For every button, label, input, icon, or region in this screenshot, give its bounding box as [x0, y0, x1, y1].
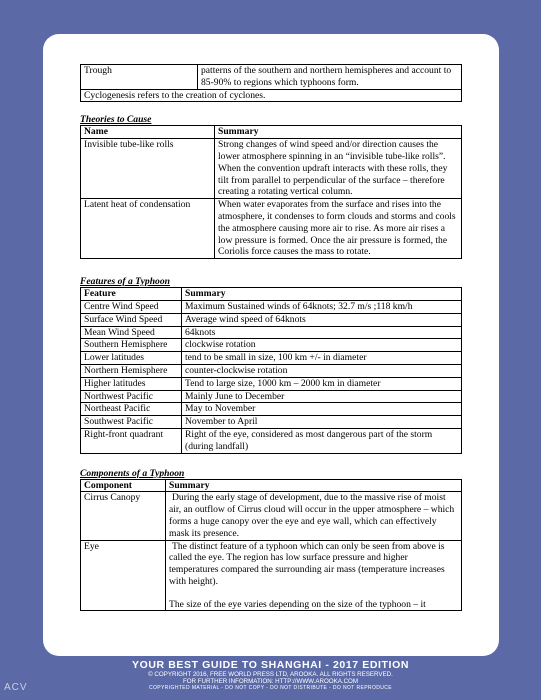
table-cell-summary: Average wind speed of 64knots: [182, 313, 462, 326]
table-cell-name: Higher latitudes: [81, 377, 182, 390]
table-row: [81, 377, 462, 390]
table-cell-name: Northern Hemisphere: [81, 364, 182, 377]
table-cell-summary: Right of the eye, considered as most dangerous part of the storm (during landfall): [182, 428, 462, 453]
table-cell-summary: clockwise rotation: [182, 339, 462, 352]
table-row: [81, 339, 462, 352]
footer-copyright: © COPYRIGHT 2016, FREE WORLD PRESS LTD, AROOKA. ALL RIGHTS RESERVED.: [148, 671, 393, 678]
features-table: [80, 287, 462, 453]
footer-notice: COPYRIGHTED MATERIAL - DO NOT COPY - DO NOT DISTRIBUTE - DO NOT REPRODUCE: [148, 685, 392, 692]
summary-text: During the early stage of development, due to the massive rise of moist air, an outflow of Cirrus cloud will occur in the upper atmosphere – which forms a huge canopy over the eye and eye wall, which can effectively mask its presence.: [169, 492, 455, 539]
table-cell-name: Southwest Pacific: [81, 416, 182, 429]
table-row: [81, 364, 462, 377]
column-header-summary: Summary: [215, 126, 462, 139]
table-row: [81, 540, 462, 611]
table-cell-summary: When water evaporates from the surface and rises into the atmosphere, it condenses to form clouds and storms and cools the atmosphere causing more air to rise. As more air rises a low pressure is formed. Once the air pressure is formed, the Coriolis force causes the mass to rotate.: [215, 199, 462, 259]
table-row: [81, 352, 462, 365]
table-cell-name: Latent heat of condensation: [81, 199, 215, 259]
components-table: [80, 479, 462, 612]
table-cell-name: Northwest Pacific: [81, 390, 182, 403]
column-header-name: Name: [81, 126, 215, 139]
table-cell-name: Centre Wind Speed: [81, 300, 182, 313]
table-cell-summary: Maximum Sustained winds of 64knots; 32.7 m/s ;118 km/h: [182, 300, 462, 313]
table-row: [81, 416, 462, 429]
table-cell-summary: May to November: [182, 403, 462, 416]
table-row: [81, 139, 462, 199]
table-row: [81, 403, 462, 416]
section-title-theories: Theories to Cause: [80, 114, 152, 126]
table-row: [81, 390, 462, 403]
section-title-components: Components of a Typhoon: [80, 467, 185, 479]
footer-info: FOR FURTHER INFORMATION: HTTP://WWW.AROOKA.COM: [182, 678, 359, 686]
table-cell-name: Northeast Pacific: [81, 403, 182, 416]
table-header-row: [81, 288, 462, 301]
corner-watermark: ACV: [4, 682, 28, 693]
document-page: [43, 34, 499, 656]
table-cell-summary: Strong changes of wind speed and/or direction causes the lower atmosphere spinning in an “invisible tube-like rolls”. When the convention updraft interacts with these rolls, they tilt from parallel to perpendicular of the surface – therefore creating a rotating vertical column.: [215, 139, 462, 199]
table-cell-name: Mean Wind Speed: [81, 326, 182, 339]
table-cell-summary: November to April: [182, 416, 462, 429]
summary-paragraph: The distinct feature of a typhoon which can only be seen from above is called the eye. The region has low surface pressure and higher temperatures compared the surrounding air mass (temperature increases with height).: [169, 540, 445, 587]
table-cell-summary: [166, 492, 462, 540]
footer-title: YOUR BEST GUIDE TO SHANGHAI - 2017 EDITION: [131, 659, 410, 671]
table-row: [81, 300, 462, 313]
table-cell-summary: Tend to large size, 1000 km – 2000 km in diameter: [182, 377, 462, 390]
table-cell-name: Cirrus Canopy: [81, 492, 166, 540]
page-footer: [0, 659, 541, 691]
column-header-summary: Summary: [166, 479, 462, 492]
table-header-row: [81, 126, 462, 139]
column-header-summary: Summary: [182, 288, 462, 301]
table-cell-name: Surface Wind Speed: [81, 313, 182, 326]
table-header-row: [81, 479, 462, 492]
table-cell-summary: patterns of the southern and northern hemispheres and account to 85-90% to regions which typhoons form.: [198, 65, 462, 90]
column-header-component: Component: [81, 479, 166, 492]
table-row: [81, 89, 462, 102]
table-row: [81, 313, 462, 326]
cyclogenesis-note: Cyclogenesis refers to the creation of cyclones.: [81, 89, 462, 102]
summary-paragraph: The size of the eye varies depending on the size of the typhoon – it: [169, 598, 426, 610]
table-row: [81, 65, 462, 90]
column-header-feature: Feature: [81, 288, 182, 301]
table-cell-summary: Mainly June to December: [182, 390, 462, 403]
table-cell-summary: counter-clockwise rotation: [182, 364, 462, 377]
table-cell-name: Eye: [81, 540, 166, 611]
table-row: [81, 199, 462, 259]
table-cell-summary: 64knots: [182, 326, 462, 339]
table-cell-name: Invisible tube-like rolls: [81, 139, 215, 199]
table-row: [81, 428, 462, 453]
table-cell-summary: [166, 540, 462, 611]
table-cell-name: Trough: [81, 65, 198, 90]
table-row: [81, 326, 462, 339]
table-cell-name: Right-front quadrant: [81, 428, 182, 453]
table-cell-name: Southern Hemisphere: [81, 339, 182, 352]
page-content: [80, 64, 462, 611]
section-title-features: Features of a Typhoon: [80, 276, 170, 288]
table-cell-name: Lower latitudes: [81, 352, 182, 365]
table-cell-summary: tend to be small in size, 100 km +/- in diameter: [182, 352, 462, 365]
theories-table: [80, 125, 462, 259]
table-row: [81, 492, 462, 540]
trough-table: [80, 64, 462, 102]
